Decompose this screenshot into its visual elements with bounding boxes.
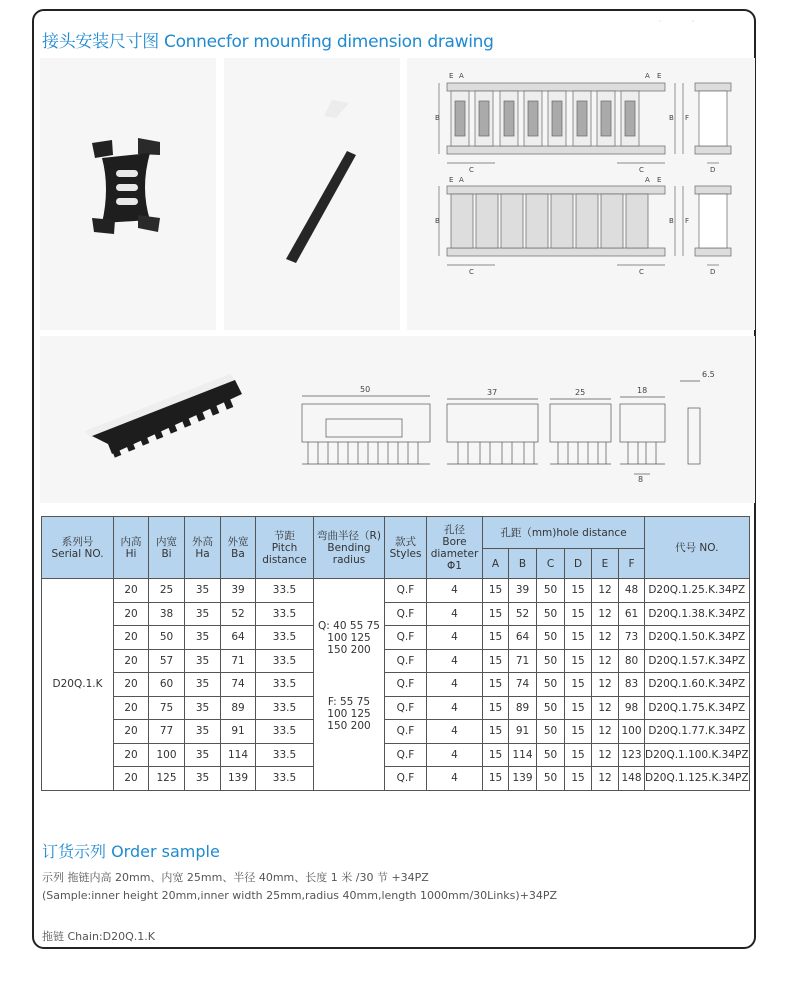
cell-style: Q.F xyxy=(385,767,427,791)
cell-style: Q.F xyxy=(385,696,427,720)
cell-d: 15 xyxy=(565,602,592,626)
chain-dimension-drawing xyxy=(407,58,755,330)
table-row xyxy=(42,602,750,626)
cell-d: 15 xyxy=(565,720,592,744)
header-b: B xyxy=(509,549,537,579)
cell-e: 12 xyxy=(592,602,619,626)
dim-label-e: E xyxy=(657,72,662,80)
cell-code: D20Q.1.77.K.34PZ xyxy=(645,720,750,744)
svg-text:C: C xyxy=(469,268,474,276)
header-e: E xyxy=(592,549,619,579)
cell-c: 50 xyxy=(537,720,565,744)
cell-c: 50 xyxy=(537,743,565,767)
cell-c: 50 xyxy=(537,649,565,673)
decorative-dots: ·· xyxy=(658,17,724,26)
table-row xyxy=(42,673,750,697)
cell-ba: 91 xyxy=(221,720,256,744)
cell-pitch: 33.5 xyxy=(256,767,314,791)
cell-bi: 60 xyxy=(149,673,185,697)
dim-label-d: D xyxy=(710,166,716,174)
cell-bore: 4 xyxy=(427,743,483,767)
cell-hi: 20 xyxy=(114,602,149,626)
cell-d: 15 xyxy=(565,649,592,673)
cell-b: 139 xyxy=(509,767,537,791)
cell-c: 50 xyxy=(537,696,565,720)
connector-photo xyxy=(40,58,216,330)
header-code: 代号 NO. xyxy=(645,517,750,579)
strip-photo xyxy=(224,58,400,330)
cell-d: 15 xyxy=(565,743,592,767)
header-ha: 外高 Ha xyxy=(185,517,221,579)
cell-pitch: 33.5 xyxy=(256,649,314,673)
cell-c: 50 xyxy=(537,626,565,650)
table-row xyxy=(42,720,750,744)
cell-pitch: 33.5 xyxy=(256,673,314,697)
dim-label-b: B xyxy=(435,114,440,122)
cell-bi: 57 xyxy=(149,649,185,673)
dim-label-a: A xyxy=(645,72,650,80)
svg-text:D: D xyxy=(710,268,716,276)
svg-text:F: F xyxy=(685,217,690,225)
spec-table xyxy=(41,516,750,791)
cell-code: D20Q.1.75.K.34PZ xyxy=(645,696,750,720)
cell-b: 114 xyxy=(509,743,537,767)
cell-a: 15 xyxy=(483,579,509,603)
cell-pitch: 33.5 xyxy=(256,743,314,767)
svg-text:E: E xyxy=(657,176,662,184)
cell-b: 91 xyxy=(509,720,537,744)
svg-text:A: A xyxy=(459,176,464,184)
cell-a: 15 xyxy=(483,720,509,744)
cell-hi: 20 xyxy=(114,579,149,603)
bending-q-cell: Q: 40 55 75 100 125 150 200 xyxy=(314,579,385,697)
cell-f: 73 xyxy=(619,626,645,650)
cell-a: 15 xyxy=(483,649,509,673)
cell-e: 12 xyxy=(592,696,619,720)
cell-bi: 38 xyxy=(149,602,185,626)
cell-d: 15 xyxy=(565,767,592,791)
cell-d: 15 xyxy=(565,696,592,720)
header-bore: 孔径 Bore diameter Φ1 xyxy=(427,517,483,579)
svg-text:A: A xyxy=(645,176,650,184)
cell-a: 15 xyxy=(483,743,509,767)
cell-hi: 20 xyxy=(114,626,149,650)
cell-c: 50 xyxy=(537,602,565,626)
cell-bore: 4 xyxy=(427,649,483,673)
cell-style: Q.F xyxy=(385,579,427,603)
cell-a: 15 xyxy=(483,696,509,720)
cell-bi: 125 xyxy=(149,767,185,791)
cell-code: D20Q.1.50.K.34PZ xyxy=(645,626,750,650)
cell-a: 15 xyxy=(483,602,509,626)
cell-f: 83 xyxy=(619,673,645,697)
header-styles: 款式 Styles xyxy=(385,517,427,579)
cell-e: 12 xyxy=(592,673,619,697)
cell-pitch: 33.5 xyxy=(256,626,314,650)
cell-ba: 39 xyxy=(221,579,256,603)
cell-d: 15 xyxy=(565,673,592,697)
cell-e: 12 xyxy=(592,649,619,673)
cell-ha: 35 xyxy=(185,673,221,697)
cell-code: D20Q.1.38.K.34PZ xyxy=(645,602,750,626)
dim-label-c: C xyxy=(639,166,644,174)
table-row xyxy=(42,767,750,791)
cell-e: 12 xyxy=(592,743,619,767)
table-row xyxy=(42,626,750,650)
cell-style: Q.F xyxy=(385,673,427,697)
cell-pitch: 33.5 xyxy=(256,579,314,603)
cell-pitch: 33.5 xyxy=(256,696,314,720)
cell-ha: 35 xyxy=(185,579,221,603)
cell-hi: 20 xyxy=(114,673,149,697)
bending-f-cell: F: 55 75 100 125 150 200 xyxy=(314,696,385,790)
order-sample-cn: 示列 拖链内高 20mm、内宽 25mm、半径 40mm、长度 1 米 /30 节 +34PZ xyxy=(42,871,429,884)
svg-text:B: B xyxy=(669,217,674,225)
dim-label-f: F xyxy=(685,114,690,122)
cell-f: 98 xyxy=(619,696,645,720)
cell-b: 39 xyxy=(509,579,537,603)
cell-ba: 139 xyxy=(221,767,256,791)
cell-bore: 4 xyxy=(427,720,483,744)
cell-hi: 20 xyxy=(114,696,149,720)
cell-bore: 4 xyxy=(427,602,483,626)
table-row xyxy=(42,649,750,673)
cell-style: Q.F xyxy=(385,649,427,673)
cell-bore: 4 xyxy=(427,673,483,697)
dim-8: 8 xyxy=(638,475,644,484)
header-pitch: 节距 Pitch distance xyxy=(256,517,314,579)
cell-d: 15 xyxy=(565,626,592,650)
cell-ha: 35 xyxy=(185,626,221,650)
cell-a: 15 xyxy=(483,626,509,650)
order-chain: 拖链 Chain:D20Q.1.K xyxy=(42,930,155,943)
cell-f: 80 xyxy=(619,649,645,673)
cell-style: Q.F xyxy=(385,626,427,650)
cell-code: D20Q.1.125.K.34PZ xyxy=(645,767,750,791)
cell-code: D20Q.1.100.K.34PZ xyxy=(645,743,750,767)
cell-e: 12 xyxy=(592,767,619,791)
cell-hi: 20 xyxy=(114,743,149,767)
cell-ba: 114 xyxy=(221,743,256,767)
cell-c: 50 xyxy=(537,673,565,697)
cell-a: 15 xyxy=(483,767,509,791)
header-c: C xyxy=(537,549,565,579)
cell-ha: 35 xyxy=(185,696,221,720)
cell-hi: 20 xyxy=(114,649,149,673)
strip-icon xyxy=(224,58,400,330)
cell-code: D20Q.1.57.K.34PZ xyxy=(645,649,750,673)
cell-pitch: 33.5 xyxy=(256,602,314,626)
cell-bi: 50 xyxy=(149,626,185,650)
cell-ha: 35 xyxy=(185,649,221,673)
cell-bi: 100 xyxy=(149,743,185,767)
cell-style: Q.F xyxy=(385,602,427,626)
cell-d: 15 xyxy=(565,579,592,603)
separator-drawing xyxy=(40,336,755,503)
header-serial: 系列号 Serial NO. xyxy=(42,517,114,579)
connector-icon xyxy=(40,58,216,330)
dim-50: 50 xyxy=(360,385,371,394)
dim-6-5: 6.5 xyxy=(702,370,715,379)
header-d: D xyxy=(565,549,592,579)
cell-style: Q.F xyxy=(385,743,427,767)
page-frame xyxy=(32,9,756,949)
header-hole-distance: 孔距（mm)hole distance xyxy=(483,517,645,549)
svg-text:B: B xyxy=(435,217,440,225)
cell-ha: 35 xyxy=(185,602,221,626)
dim-label-c: C xyxy=(469,166,474,174)
svg-text:E: E xyxy=(449,176,454,184)
cell-c: 50 xyxy=(537,579,565,603)
table-row xyxy=(42,579,750,603)
cell-ha: 35 xyxy=(185,743,221,767)
cell-e: 12 xyxy=(592,720,619,744)
separator-icon xyxy=(40,336,755,503)
order-sample-en: (Sample:inner height 20mm,inner width 25mm,radius 40mm,length 1000mm/30Links)+34PZ xyxy=(42,889,558,902)
header-bi: 内宽 Bi xyxy=(149,517,185,579)
cell-e: 12 xyxy=(592,579,619,603)
order-sample-title: 订货示列 Order sample xyxy=(42,842,220,861)
header-f: F xyxy=(619,549,645,579)
cell-ha: 35 xyxy=(185,720,221,744)
cell-f: 61 xyxy=(619,602,645,626)
cell-bi: 75 xyxy=(149,696,185,720)
cell-ba: 64 xyxy=(221,626,256,650)
cell-f: 148 xyxy=(619,767,645,791)
cell-ba: 52 xyxy=(221,602,256,626)
cell-hi: 20 xyxy=(114,720,149,744)
cell-ba: 89 xyxy=(221,696,256,720)
cell-code: D20Q.1.25.K.34PZ xyxy=(645,579,750,603)
header-ba: 外宽 Ba xyxy=(221,517,256,579)
cell-e: 12 xyxy=(592,626,619,650)
dim-label-e: E xyxy=(449,72,454,80)
cell-bore: 4 xyxy=(427,767,483,791)
cell-f: 123 xyxy=(619,743,645,767)
cell-f: 48 xyxy=(619,579,645,603)
dim-label-a: A xyxy=(459,72,464,80)
cell-hi: 20 xyxy=(114,767,149,791)
dim-18: 18 xyxy=(637,386,648,395)
cell-bi: 25 xyxy=(149,579,185,603)
cell-bi: 77 xyxy=(149,720,185,744)
dim-37: 37 xyxy=(487,388,498,397)
cell-ba: 71 xyxy=(221,649,256,673)
cell-style: Q.F xyxy=(385,720,427,744)
cell-bore: 4 xyxy=(427,696,483,720)
cell-c: 50 xyxy=(537,767,565,791)
cell-pitch: 33.5 xyxy=(256,720,314,744)
cell-bore: 4 xyxy=(427,579,483,603)
serial-cell: D20Q.1.K xyxy=(42,579,114,791)
cell-f: 100 xyxy=(619,720,645,744)
dim-label-b: B xyxy=(669,114,674,122)
header-bending: 弯曲半径（R) Bending radius xyxy=(314,517,385,579)
table-row xyxy=(42,743,750,767)
cell-b: 52 xyxy=(509,602,537,626)
dim-25: 25 xyxy=(575,388,586,397)
cell-bore: 4 xyxy=(427,626,483,650)
page-title: 接头安装尺寸图 Connecfor mounfing dimension drawing xyxy=(42,32,494,52)
cell-code: D20Q.1.60.K.34PZ xyxy=(645,673,750,697)
table-row xyxy=(42,696,750,720)
cell-b: 64 xyxy=(509,626,537,650)
header-hi: 内高 Hi xyxy=(114,517,149,579)
cell-ha: 35 xyxy=(185,767,221,791)
cell-b: 71 xyxy=(509,649,537,673)
chain-drawing-icon xyxy=(407,58,755,330)
header-a: A xyxy=(483,549,509,579)
cell-b: 89 xyxy=(509,696,537,720)
cell-ba: 74 xyxy=(221,673,256,697)
svg-text:C: C xyxy=(639,268,644,276)
cell-b: 74 xyxy=(509,673,537,697)
cell-a: 15 xyxy=(483,673,509,697)
